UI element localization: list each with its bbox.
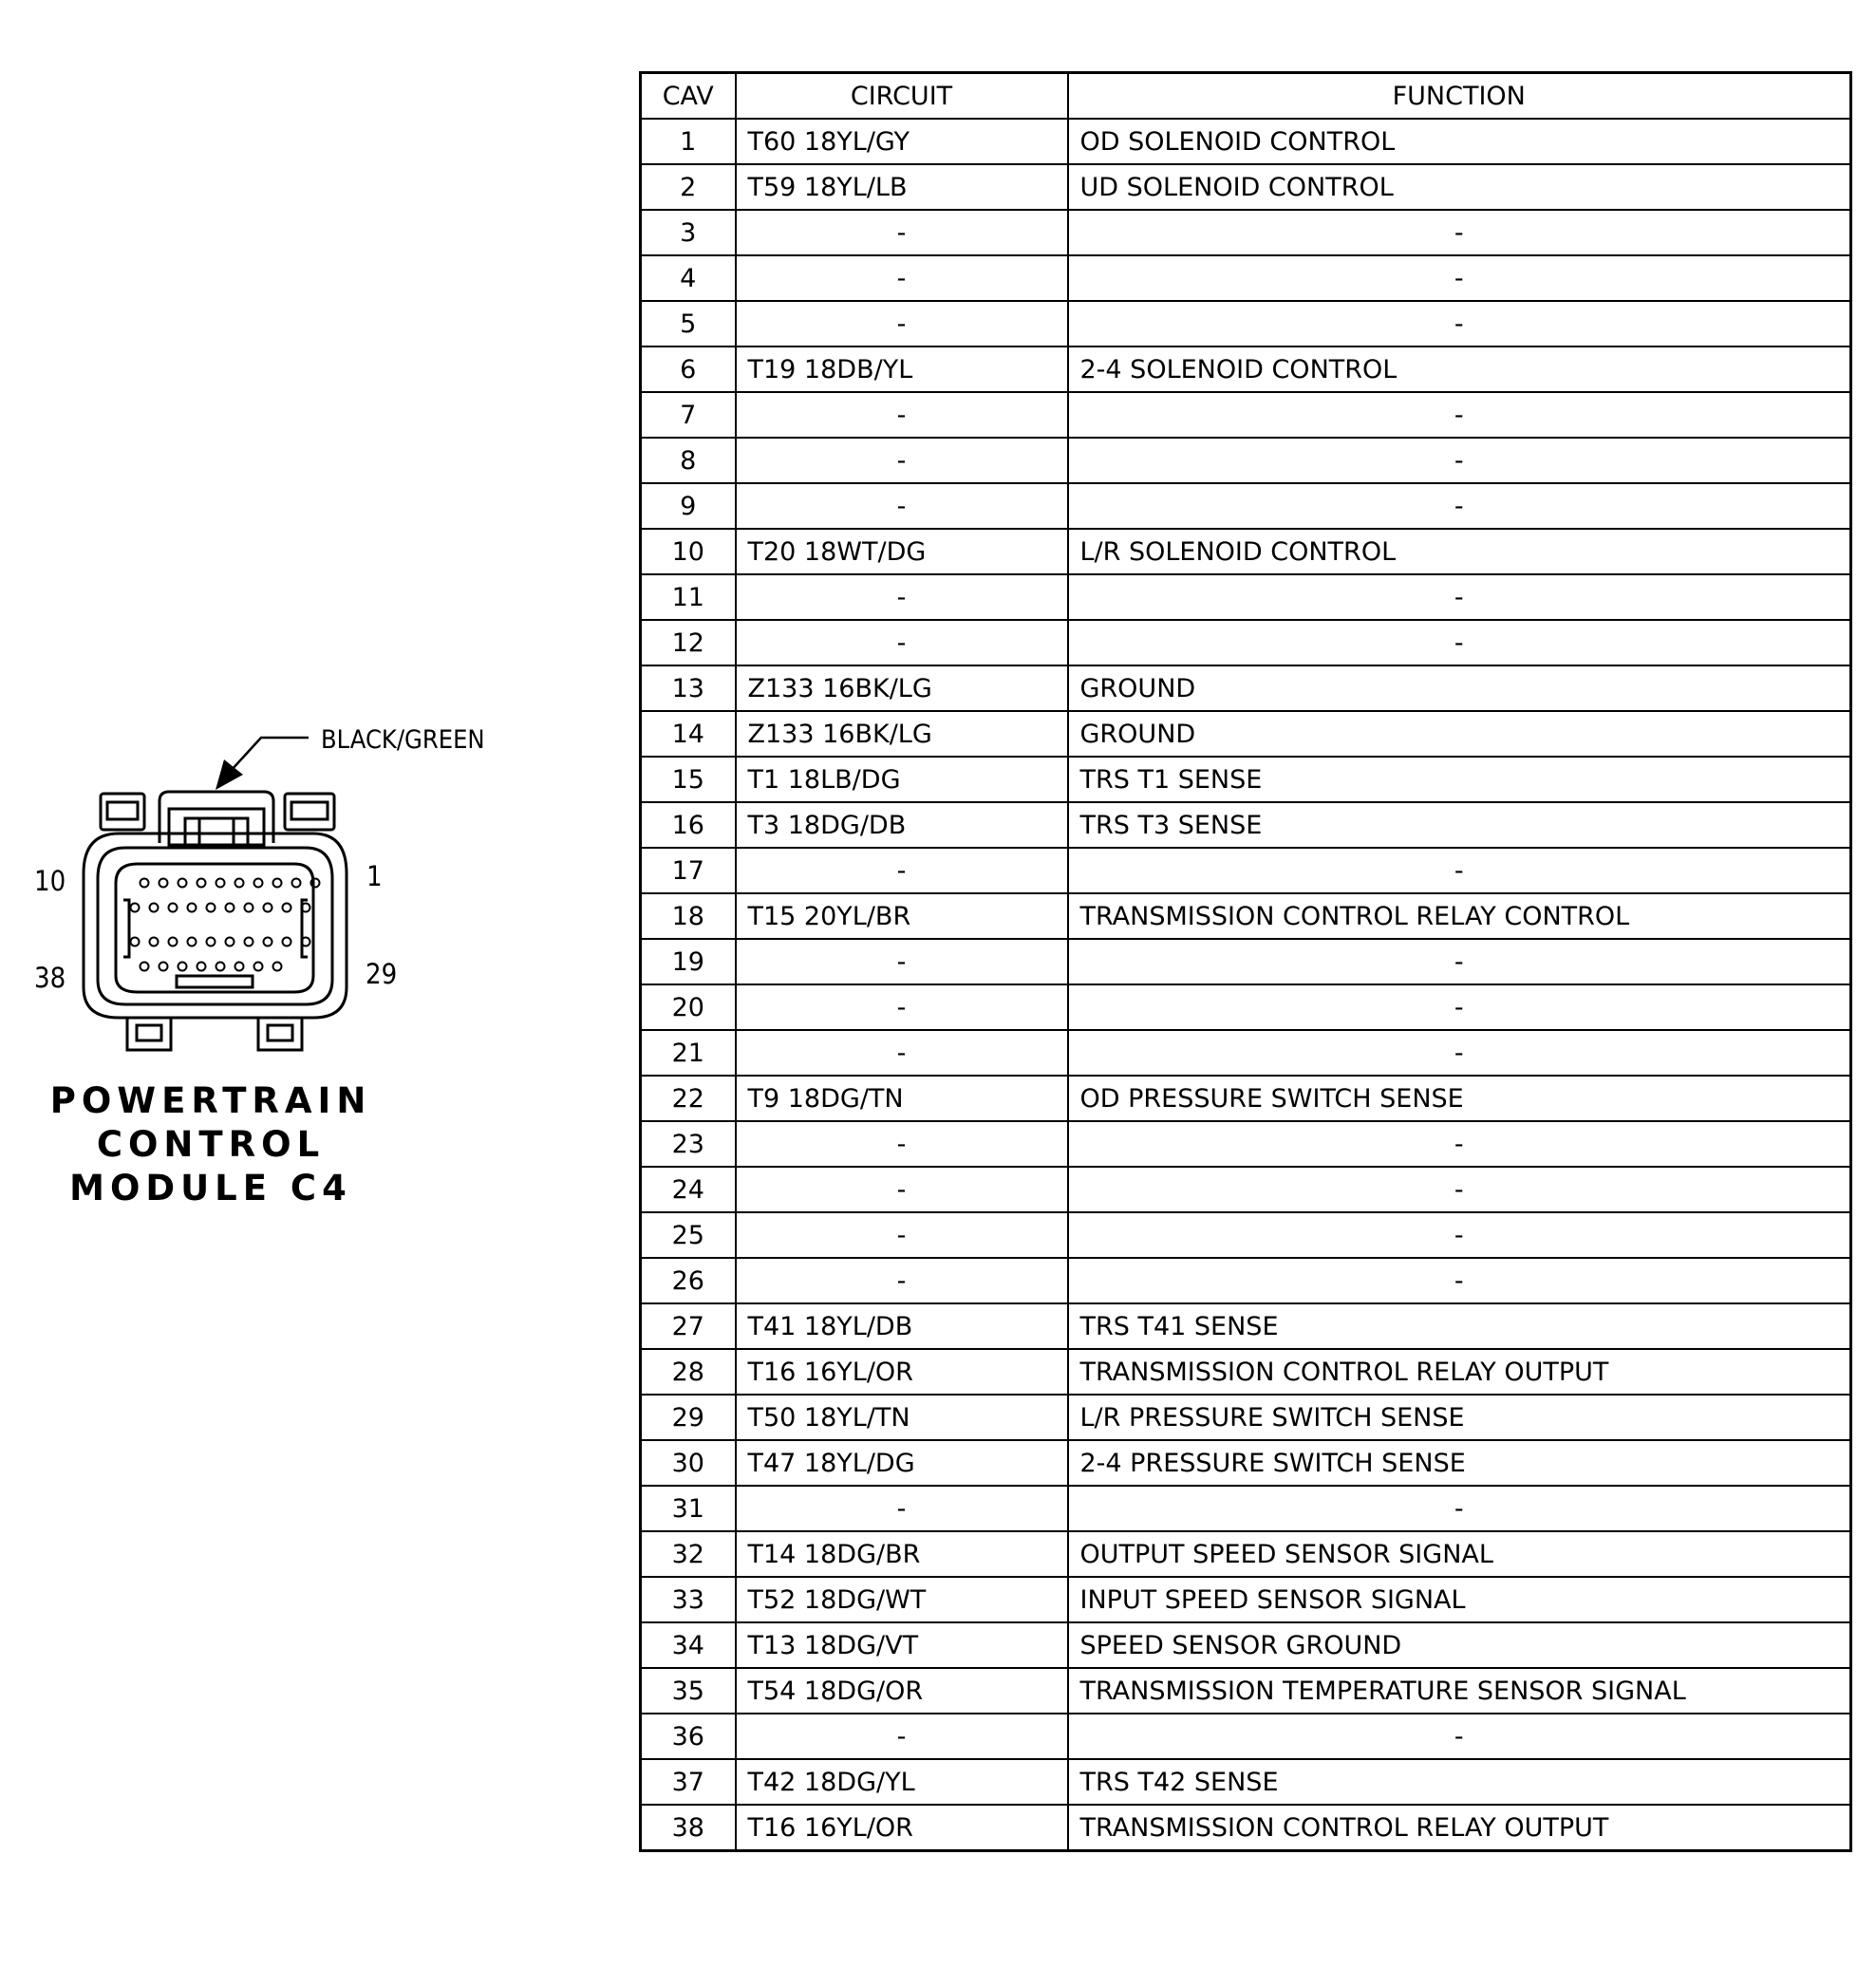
cav-cell: 4 [641,255,736,301]
connector-title-line-2: CONTROL [96,1124,326,1165]
pin-label-10: 10 [34,865,66,897]
circuit-cell: Z133 16BK/LG [736,665,1068,711]
pin-cavity [169,938,178,946]
table-row [641,848,1851,893]
cav-cell: 29 [641,1395,736,1440]
pin-cavity [216,879,225,888]
function-cell: GROUND [1068,711,1851,757]
table-row [641,1759,1851,1805]
circuit-cell: - [736,1167,1068,1212]
function-cell: - [1068,1486,1851,1531]
pin-cavity [254,963,263,971]
cav-cell: 28 [641,1349,736,1395]
circuit-cell: T41 18YL/DB [736,1303,1068,1349]
connector-color-label: BLACK/GREEN [321,725,485,755]
circuit-cell: T1 18LB/DG [736,757,1068,802]
column-header-cav: CAV [641,73,736,120]
function-cell: 2-4 PRESSURE SWITCH SENSE [1068,1440,1851,1486]
function-cell: TRANSMISSION CONTROL RELAY CONTROL [1068,893,1851,939]
cav-cell: 38 [641,1805,736,1851]
table-row [641,1577,1851,1622]
cav-cell: 17 [641,848,736,893]
table-row [641,301,1851,347]
function-cell: - [1068,1212,1851,1258]
pin-cavity [254,879,263,888]
pin-cavities [131,879,320,971]
pin-cavity [150,938,159,946]
circuit-cell: T60 18YL/GY [736,119,1068,164]
function-cell: OD SOLENOID CONTROL [1068,119,1851,164]
cav-cell: 14 [641,711,736,757]
table-row [641,392,1851,438]
function-cell: 2-4 SOLENOID CONTROL [1068,347,1851,392]
function-cell: TRS T1 SENSE [1068,757,1851,802]
cav-cell: 34 [641,1622,736,1668]
table-row [641,802,1851,848]
circuit-cell: T54 18DG/OR [736,1668,1068,1714]
function-cell: - [1068,1167,1851,1212]
circuit-cell: - [736,210,1068,255]
connector-title-line-3: MODULE C4 [69,1168,352,1208]
cav-cell: 32 [641,1531,736,1577]
circuit-cell: T15 20YL/BR [736,893,1068,939]
pin-cavity [159,879,168,888]
function-cell: TRANSMISSION TEMPERATURE SENSOR SIGNAL [1068,1668,1851,1714]
table-row [641,665,1851,711]
table-row [641,1349,1851,1395]
function-cell: UD SOLENOID CONTROL [1068,164,1851,210]
cav-cell: 27 [641,1303,736,1349]
table-row [641,1030,1851,1076]
cav-cell: 7 [641,392,736,438]
pin-cavity [197,963,206,971]
cav-cell: 2 [641,164,736,210]
function-cell: OUTPUT SPEED SENSOR SIGNAL [1068,1531,1851,1577]
pin-cavity [273,879,282,888]
table-row [641,1668,1851,1714]
table-row [641,757,1851,802]
table-row [641,255,1851,301]
cav-cell: 18 [641,893,736,939]
circuit-cell: T59 18YL/LB [736,164,1068,210]
circuit-cell: T42 18DG/YL [736,1759,1068,1805]
circuit-cell: - [736,1030,1068,1076]
circuit-cell: T13 18DG/VT [736,1622,1068,1668]
connector-body [84,792,347,1050]
leader-arrow-icon [216,738,309,790]
connector-pinout-table [639,71,1852,1852]
function-cell: - [1068,483,1851,529]
pin-cavity [169,904,178,912]
table-row [641,347,1851,392]
table-row [641,1622,1851,1668]
circuit-cell: - [736,255,1068,301]
table-row [641,438,1851,483]
pin-cavity [188,938,197,946]
cav-cell: 6 [641,347,736,392]
table-header-row [641,73,1851,120]
circuit-cell: - [736,939,1068,984]
connector-title-line-1: POWERTRAIN [49,1080,372,1121]
function-cell: TRANSMISSION CONTROL RELAY OUTPUT [1068,1805,1851,1851]
pin-cavity [216,963,225,971]
function-cell: - [1068,255,1851,301]
circuit-cell: - [736,1212,1068,1258]
function-cell: - [1068,984,1851,1030]
cav-cell: 24 [641,1167,736,1212]
pin-cavity [283,904,291,912]
function-cell: - [1068,210,1851,255]
table-row [641,1258,1851,1303]
column-header-circuit: CIRCUIT [736,73,1068,120]
function-cell: INPUT SPEED SENSOR SIGNAL [1068,1577,1851,1622]
table-row [641,210,1851,255]
circuit-cell: T16 16YL/OR [736,1349,1068,1395]
function-cell: - [1068,1714,1851,1759]
function-cell: TRS T3 SENSE [1068,802,1851,848]
circuit-cell: - [736,301,1068,347]
circuit-cell: - [736,984,1068,1030]
table-row [641,1714,1851,1759]
circuit-cell: T19 18DB/YL [736,347,1068,392]
table-row [641,119,1851,164]
circuit-cell: - [736,620,1068,665]
table-row [641,483,1851,529]
function-cell: - [1068,848,1851,893]
cav-cell: 8 [641,438,736,483]
pin-cavity [235,963,244,971]
cav-cell: 5 [641,301,736,347]
function-cell: - [1068,392,1851,438]
circuit-cell: - [736,848,1068,893]
function-cell: GROUND [1068,665,1851,711]
pin-cavity [264,904,272,912]
pin-cavity [273,963,282,971]
cav-cell: 15 [641,757,736,802]
table-row [641,1076,1851,1121]
function-cell: TRS T42 SENSE [1068,1759,1851,1805]
function-cell: - [1068,1121,1851,1167]
pin-cavity [178,963,187,971]
function-cell: L/R SOLENOID CONTROL [1068,529,1851,574]
circuit-cell: Z133 16BK/LG [736,711,1068,757]
table-row [641,984,1851,1030]
pin-cavity [131,938,140,946]
cav-cell: 12 [641,620,736,665]
function-cell: - [1068,301,1851,347]
cav-cell: 25 [641,1212,736,1258]
cav-cell: 21 [641,1030,736,1076]
function-cell: - [1068,1030,1851,1076]
pin-cavity [235,879,244,888]
function-cell: - [1068,1258,1851,1303]
cav-cell: 11 [641,574,736,620]
circuit-cell: T47 18YL/DG [736,1440,1068,1486]
function-cell: L/R PRESSURE SWITCH SENSE [1068,1395,1851,1440]
table-row [641,1395,1851,1440]
connector-diagram [0,0,589,1253]
cav-cell: 26 [641,1258,736,1303]
table-row [641,711,1851,757]
circuit-cell: - [736,392,1068,438]
function-cell: TRANSMISSION CONTROL RELAY OUTPUT [1068,1349,1851,1395]
cav-cell: 20 [641,984,736,1030]
table-row [641,574,1851,620]
cav-cell: 33 [641,1577,736,1622]
circuit-cell: T52 18DG/WT [736,1577,1068,1622]
function-cell: - [1068,620,1851,665]
cav-cell: 10 [641,529,736,574]
pin-cavity [178,879,187,888]
cav-cell: 36 [641,1714,736,1759]
cav-cell: 19 [641,939,736,984]
table-row [641,1486,1851,1531]
table-row [641,620,1851,665]
table-row [641,1121,1851,1167]
circuit-cell: - [736,574,1068,620]
circuit-cell: - [736,1258,1068,1303]
pin-cavity [207,938,216,946]
pin-cavity [188,904,197,912]
cav-cell: 35 [641,1668,736,1714]
cav-cell: 13 [641,665,736,711]
table-row [641,1167,1851,1212]
table-row [641,1212,1851,1258]
function-cell: - [1068,939,1851,984]
pin-label-1: 1 [366,860,383,892]
table-row [641,1440,1851,1486]
circuit-cell: T20 18WT/DG [736,529,1068,574]
function-cell: - [1068,438,1851,483]
table-row [641,1805,1851,1851]
table-row [641,893,1851,939]
cav-cell: 31 [641,1486,736,1531]
pin-cavity [141,879,149,888]
circuit-cell: - [736,483,1068,529]
circuit-cell: - [736,438,1068,483]
pin-cavity [283,938,291,946]
pin-cavity [141,963,149,971]
table-row [641,1303,1851,1349]
pin-cavity [207,904,216,912]
circuit-cell: - [736,1486,1068,1531]
function-cell: OD PRESSURE SWITCH SENSE [1068,1076,1851,1121]
function-cell: SPEED SENSOR GROUND [1068,1622,1851,1668]
table-row [641,939,1851,984]
pin-cavity [226,938,234,946]
cav-cell: 16 [641,802,736,848]
circuit-cell: T50 18YL/TN [736,1395,1068,1440]
pin-cavity [150,904,159,912]
cav-cell: 3 [641,210,736,255]
pin-cavity [264,938,272,946]
pin-cavity [226,904,234,912]
circuit-cell: - [736,1714,1068,1759]
pin-cavity [159,963,168,971]
pin-cavity [245,938,253,946]
cav-cell: 23 [641,1121,736,1167]
circuit-cell: - [736,1121,1068,1167]
table-row [641,1531,1851,1577]
circuit-cell: T3 18DG/DB [736,802,1068,848]
pin-cavity [197,879,206,888]
cav-cell: 37 [641,1759,736,1805]
pin-label-29: 29 [366,958,398,990]
column-header-function: FUNCTION [1068,73,1851,120]
cav-cell: 9 [641,483,736,529]
cav-cell: 30 [641,1440,736,1486]
table-row [641,529,1851,574]
cav-cell: 1 [641,119,736,164]
pin-cavity [131,904,140,912]
circuit-cell: T14 18DG/BR [736,1531,1068,1577]
pin-label-38: 38 [34,962,66,994]
circuit-cell: T16 16YL/OR [736,1805,1068,1851]
pin-cavity [292,879,301,888]
function-cell: TRS T41 SENSE [1068,1303,1851,1349]
function-cell: - [1068,574,1851,620]
cav-cell: 22 [641,1076,736,1121]
pin-cavity [245,904,253,912]
table-row [641,164,1851,210]
circuit-cell: T9 18DG/TN [736,1076,1068,1121]
